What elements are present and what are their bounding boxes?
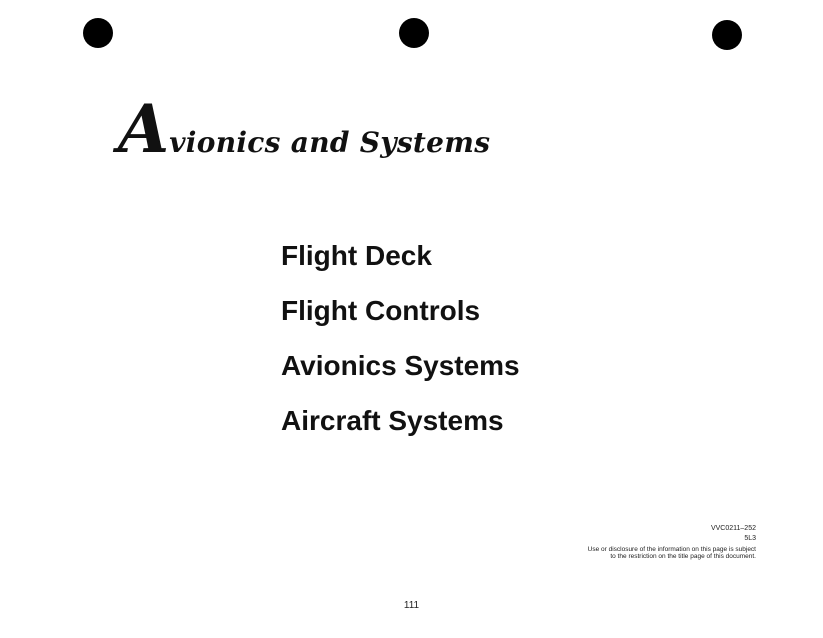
topic-item: Avionics Systems [281, 350, 520, 381]
title-rest: vionics and Systems [169, 126, 491, 159]
document-revision: 5L3 [744, 535, 756, 542]
document-code: VVC0211–252 [710, 525, 756, 532]
punch-hole-center [399, 18, 429, 48]
title-initial: A [118, 90, 170, 168]
punch-hole-right [712, 20, 742, 50]
page-title [118, 90, 491, 168]
topic-item: Aircraft Systems [281, 405, 504, 436]
page-number: 111 [403, 600, 420, 611]
disclosure-line: Use or disclosure of the information on this page is subject [587, 546, 756, 553]
disclosure-notice [588, 546, 756, 560]
disclosure-line: to the restriction on the title page of this document. [610, 553, 756, 560]
topic-list [281, 228, 520, 448]
punch-hole-left [83, 18, 113, 48]
topic-item: Flight Controls [281, 295, 481, 326]
topic-item: Flight Deck [281, 240, 432, 271]
